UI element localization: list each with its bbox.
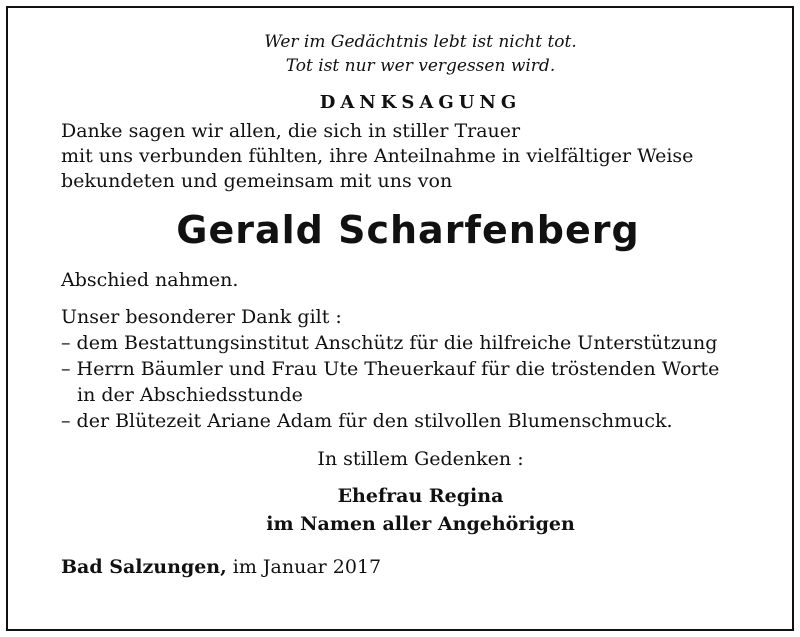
spacer: [53, 293, 753, 305]
thanks-item-2-line-1: – Herrn Bäumler und Frau Ute Theuerkauf für die tröstenden Worte: [61, 358, 720, 380]
thanks-item-2: [53, 356, 753, 408]
thanks-item-3: [53, 408, 753, 434]
spacer: [53, 472, 753, 482]
intro-line-3: bekundeten und gemeinsam mit uns von: [61, 170, 453, 192]
thanks-item-2-line-2: in der Abschiedsstunde: [77, 384, 303, 406]
thanks-item-1-line-1: – dem Bestattungsinstitut Anschütz für die hilfreiche Unterstützung: [61, 332, 718, 354]
motto-line-2: Tot ist nur wer vergessen wird.: [285, 56, 556, 76]
place-date: [53, 554, 753, 580]
place-date-text: im Januar 2017: [226, 556, 382, 578]
spacer: [53, 434, 753, 446]
memory-text: In stillem Gedenken :: [317, 448, 524, 470]
place-city: Bad Salzungen,: [61, 556, 227, 578]
intro-line-2: mit uns verbunden fühlten, ihre Anteilnahme in vielfältiger Weise: [61, 145, 694, 167]
thanks-item-3-line-1: – der Blütezeit Ariane Adam für den stilvollen Blumenschmuck.: [61, 410, 673, 432]
thanks-intro: Unser besonderer Dank gilt :: [61, 306, 342, 328]
deceased-name: Gerald Scharfenberg: [176, 208, 640, 252]
thanks-item-1: [53, 330, 753, 356]
motto-line-1: Wer im Gedächtnis lebt ist nicht tot.: [264, 32, 577, 52]
obituary-notice: [53, 30, 753, 580]
signature-line-1: Ehefrau Regina: [337, 485, 504, 507]
farewell-text: Abschied nahmen.: [61, 269, 239, 291]
notice-heading: DANKSAGUNG: [319, 92, 522, 113]
intro-line-1: Danke sagen wir allen, die sich in stiller Trauer: [61, 120, 521, 142]
signature-line-2: im Namen aller Angehörigen: [266, 513, 575, 535]
